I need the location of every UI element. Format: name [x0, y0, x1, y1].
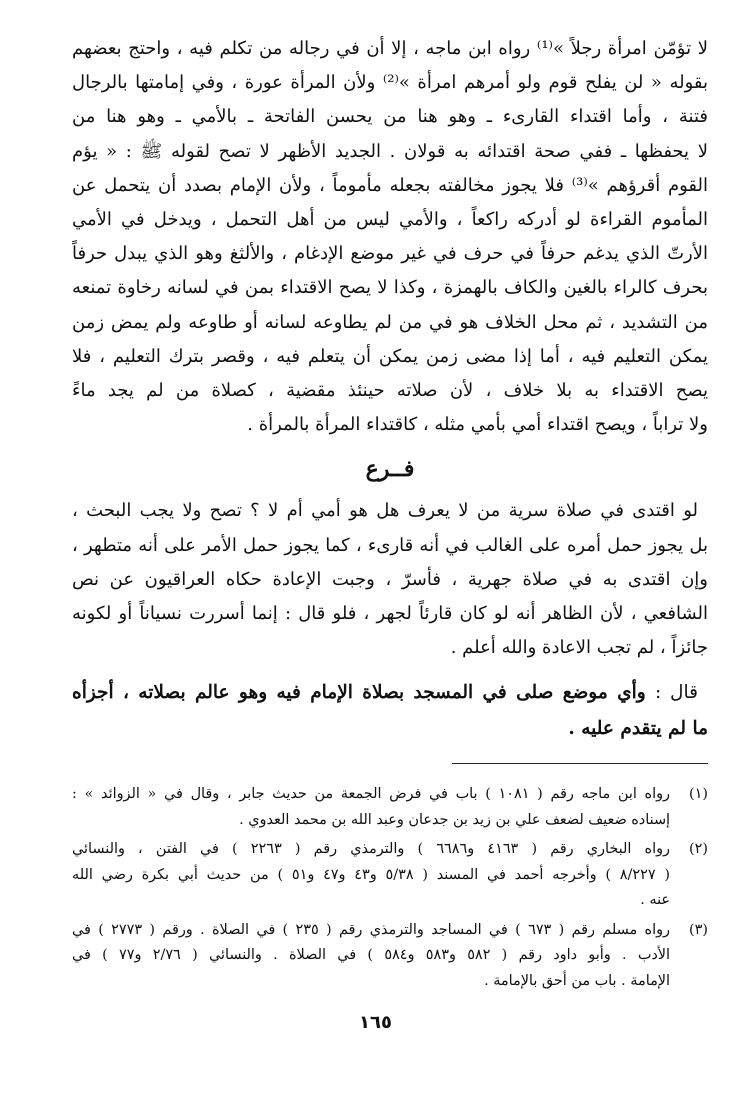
text-line: لا يحفظها ـ ففي صحة اقتدائه به قولان . الجديد الأظهر لا تصح لقوله ﷺ : « يؤم — [72, 140, 708, 162]
text-line — [72, 675, 708, 711]
text-line: فتنة ، وأما اقتداء القارىء ـ وهو هنا من يحسن الفاتحة ـ بالأمي ـ وهو هنا من — [72, 106, 708, 128]
text-line: ما لم يتقدم عليه . — [568, 718, 708, 740]
footnote-line: الإمامة . باب من أحق بالإمامة . — [484, 972, 670, 989]
text-line: القوم أقرؤهم »⁽³⁾ فلا يجوز مخالفته بجعله مأموماً ، ولأن الإمام بصدد أن يتحمل عن — [72, 174, 708, 196]
far-paragraph — [72, 494, 708, 665]
text-line: الأرتّ الذي يدغم حرفاً في حرف في غير موضع الإدغام ، والألثغ وهو الذي يبدل حرفاً — [72, 243, 708, 265]
section-title: فــرع — [365, 456, 415, 483]
footnote-line: عنه . — [640, 892, 670, 909]
main-paragraph — [72, 32, 708, 442]
text-line: لا تؤمّن امرأة رجلاً »⁽¹⁾ رواه ابن ماجه ، إلا أن في رجاله من تكلم فيه ، واحتج بعضهم — [72, 38, 708, 59]
footnote — [72, 837, 708, 914]
footnote-line: رواه مسلم رقم ( ٦٧٣ ) في المساجد والترمذي رقم ( ٢٣٥ ) في الصلاة . ورقم ( ٢٧٧٣ ) في — [72, 921, 670, 938]
footnotes — [72, 782, 708, 994]
footnote-line: إسناده ضعيف لضعف علي بن زيد بن جدعان وعبد الله بن محمد العدوي . — [239, 811, 670, 828]
qala-lead: قال : — [655, 682, 698, 704]
footnote-body — [72, 782, 670, 833]
qala-paragraph — [72, 675, 708, 747]
footnote-number: (١) — [689, 786, 708, 803]
footnote-body — [72, 918, 670, 995]
text-line: المأموم القراءة لو أدركه راكعاً ، والأمي ليس من أهل التحمل ، ويدخل في الأمي — [72, 209, 708, 231]
footnote-body — [72, 837, 670, 914]
footnote — [72, 918, 708, 995]
footnote-line: ( ٨/٢٢٧ ) وأخرجه أحمد في المسند ( ٥/٣٨ و٤٣ و٤٧ و٥١ ) من حديث أبي بكرة رضي الله — [72, 866, 670, 883]
text-line: بقوله « لن يفلح قوم ولو أمرهم امرأة »⁽²⁾ ولأن المرأة عورة ، وفي إمامتها بالرجال — [72, 72, 708, 94]
text-line: لو اقتدى في صلاة سرية من لا يعرف هل هو أمي أم لا ؟ تصح ولا يجب البحث ، — [72, 500, 698, 522]
footnote-line: رواه ابن ماجه رقم ( ١٠٨١ ) باب في فرض الجمعة من حديث جابر ، وقال في « الزوائد » : — [72, 786, 670, 803]
text-line: وإن اقتدى به في صلاة جهرية ، فأسرّ ، وجبت الإعادة حكاه العراقيون عن نص — [72, 568, 708, 590]
text-line: جائزاً ، لم تجب الاعادة والله أعلم . — [450, 637, 708, 659]
footnote-separator — [452, 763, 708, 764]
text-line: يصح الاقتداء به بلا خلاف ، لأن صلاته حينئذ مقضية ، كصلاة من لم يجد ماءً — [72, 380, 708, 402]
text-line: من التشديد ، ثم محل الخلاف هو في من لم يطاوعه لسانه أو طاوعه ولم يمض زمن — [72, 311, 708, 333]
footnote-line: الأدب . وأبو داود رقم ( ٥٨٢ و٥٨٣ و٥٨٤ ) في الصلاة . والنسائي ( ٢/٧٦ و٧٧ ) في — [72, 947, 670, 964]
footnote — [72, 782, 708, 833]
text-line: بحرف كالراء بالغين والكاف بالهمزة ، وكذا لا يصح الاقتداء بمن في لسانه رخاوة تمنعه — [72, 277, 708, 299]
text-line: ولا تراباً ، ويصح اقتداء أمي بأمي مثله ، كاقتداء المرأة بالمرأة . — [247, 414, 708, 436]
text-line: بل يجوز حمل أمره على الغالب في أنه قارىء ، كما يجوز حمل الأمر على أنه متطهر ، — [72, 534, 708, 556]
qala-text: وأي موضع صلى في المسجد بصلاة الإمام فيه وهو عالم بصلاته ، أجزأه — [72, 682, 646, 704]
footnote-line: رواه البخاري رقم ( ٤١٦٣ و٦٦٨٦ ) والترمذي رقم ( ٢٢٦٣ ) في الفتن ، والنسائي — [72, 841, 670, 858]
text-line: يمكن التعليم فيه ، أما إذا مضى زمن يمكن أن يتعلم فيه ، وقصر بترك التعليم ، فلا — [72, 345, 708, 367]
page-number: ١٦٥ — [359, 1012, 392, 1033]
footnote-number: (٢) — [689, 841, 708, 858]
footnote-number: (٣) — [689, 921, 708, 938]
text-line: الشافعي ، لأن الظاهر أنه لو كان قارئاً لجهر ، فلو قال : إنما أسررت نسياناً أو لكونه — [72, 603, 708, 625]
book-page — [72, 32, 708, 998]
